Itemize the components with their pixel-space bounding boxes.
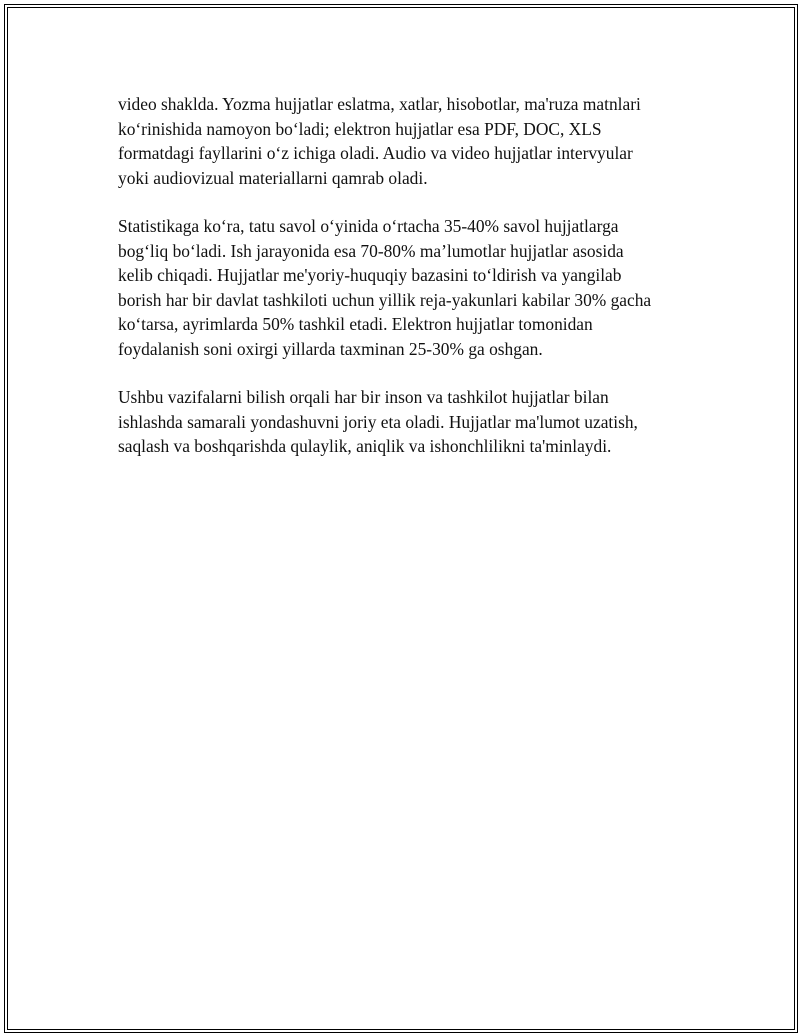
document-text: [118, 92, 698, 483]
paragraph-types: video shaklda. Yozma hujjatlar eslatma, xatlar, hisobotlar, ma'ruza matnlari ko‘rinishida namoyon bo‘ladi; elektron hujjatlar esa PDF, DOC, XLS formatdagi fayllarini o‘z ichiga oladi. Audio va video hujjatlar intervyular yoki audiovizual materiallarni qamrab oladi.: [118, 94, 641, 188]
paragraph-conclusion: Ushbu vazifalarni bilish orqali har bir inson va tashkilot hujjatlar bilan ishlashda samarali yondashuvni joriy eta oladi. Hujjatlar ma'lumot uzatish, saqlash va boshqarishda qulaylik, aniqlik va ishonchlilikni ta'minlaydi.: [118, 387, 638, 456]
paragraph-statistics: Statistikaga ko‘ra, tatu savol o‘yinida o‘rtacha 35-40% savol hujjatlarga bog‘liq bo‘ladi. Ish jarayonida esa 70-80% ma’lumotlar hujjatlar asosida kelib chiqadi. Hujjatlar me'yoriy-huquqiy bazasini to‘ldirish va yangilab borish har bir davlat tashkiloti uchun yillik reja-yakunlari kabilar 30% gacha ko‘tarsa, ayrimlarda 50% tashkil etadi. Elektron hujjatlar tomonidan foydalanish soni oxirgi yillarda taxminan 25-30% ga oshgan.: [118, 216, 652, 359]
